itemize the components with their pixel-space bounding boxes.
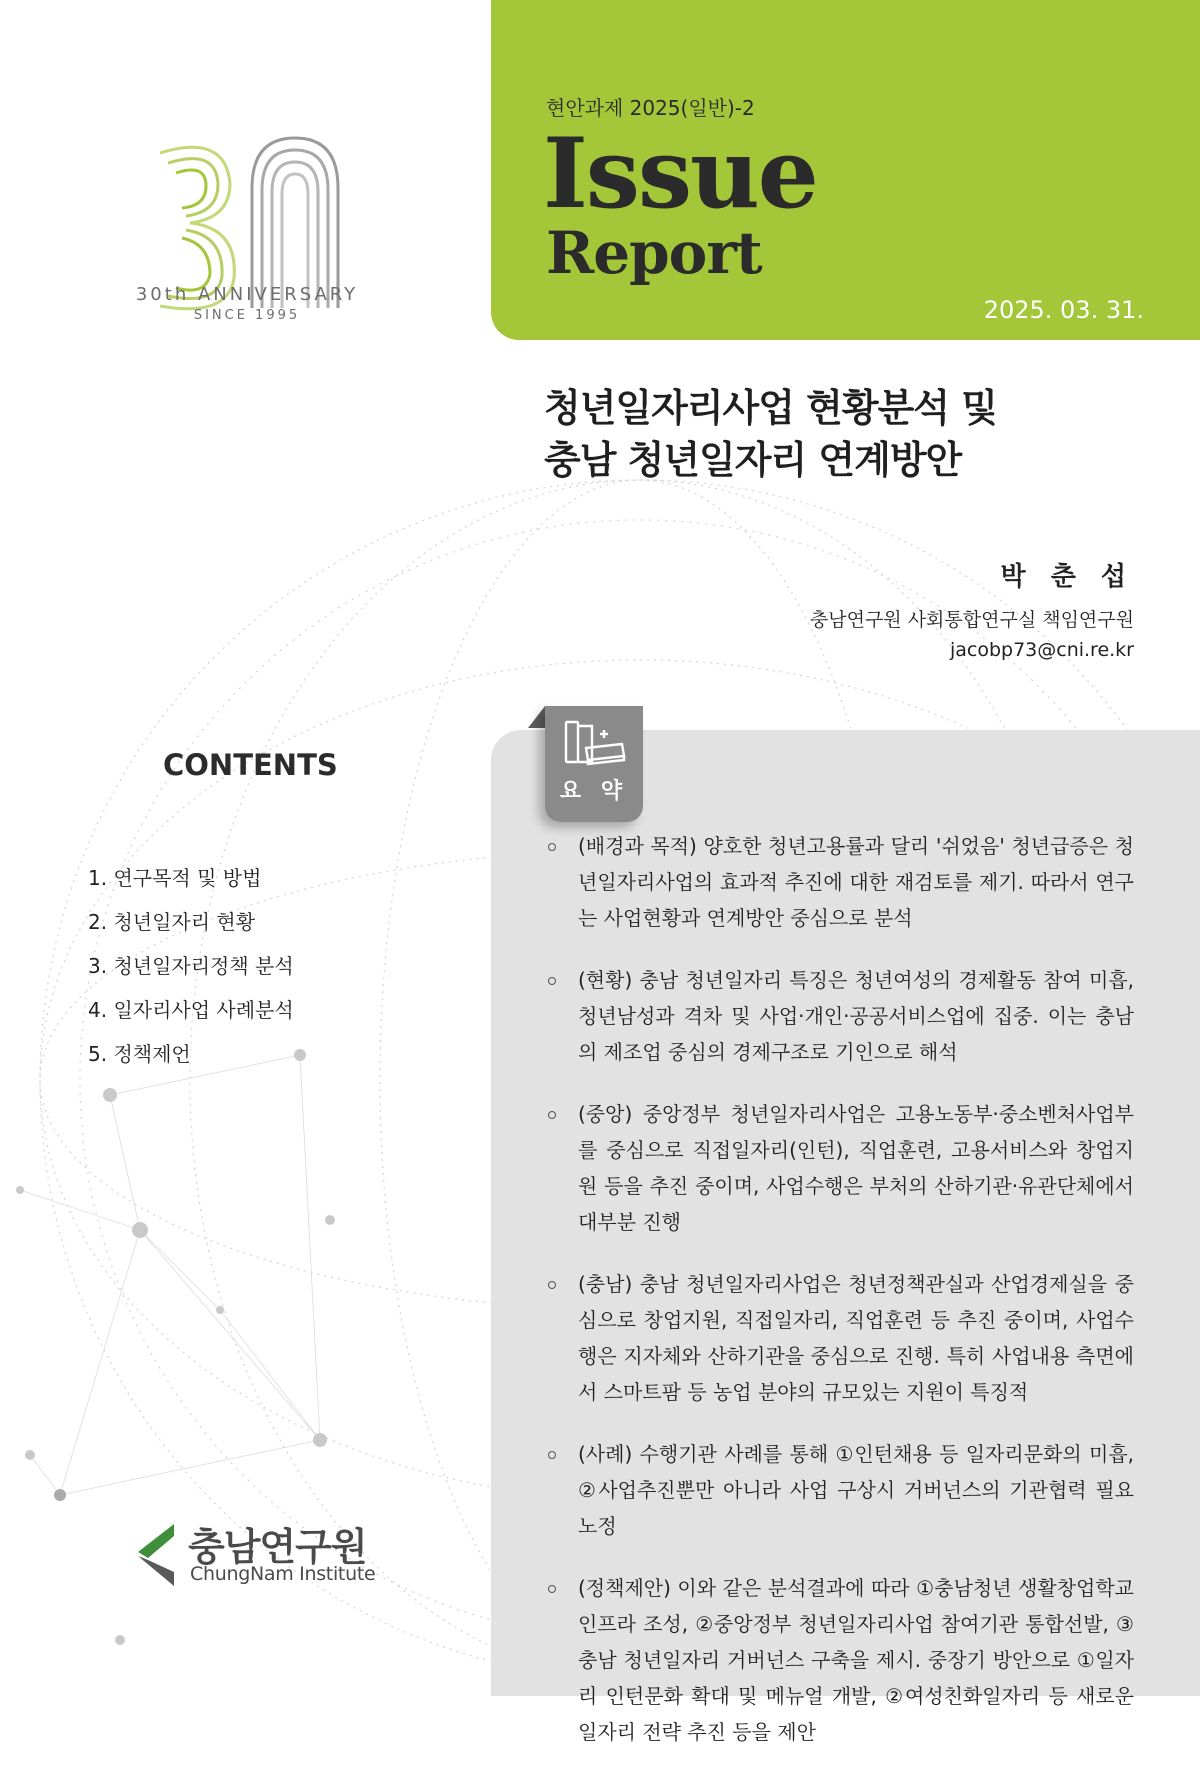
- summary-label: 요 약: [559, 779, 629, 804]
- author-affiliation: 충남연구원 사회통합연구실 책임연구원: [809, 609, 1134, 631]
- report-wordmark: Report: [546, 219, 762, 287]
- anniversary-since: SINCE 1995: [193, 308, 301, 323]
- summary-bullet: (사례) 수행기관 사례를 통해 ①인턴채용 등 일자리문화의 미흡, ②사업추진뿐만 아니라 사업 구상시 거버넌스의 기관협력 필요 노정: [544, 1436, 1134, 1544]
- report-title-line-2: 충남 청년일자리 연계방안: [544, 438, 962, 482]
- contents-heading: CONTENTS: [163, 748, 338, 782]
- summary-bullet: (중앙) 중앙정부 청년일자리사업은 고용노동부·중소벤처사업부를 중심으로 직접일자리(인턴), 직업훈련, 고용서비스와 창업지원 등을 추진 중이며, 사업수행은 부처의 산하기관·유관단체에서 대부분 진행: [544, 1096, 1134, 1240]
- contents-item: 3. 청년일자리정책 분석: [88, 954, 294, 978]
- contents-list: [88, 856, 294, 1076]
- logo-english-name: ChungNam Institute: [190, 1563, 376, 1585]
- summary-bullet-list: [544, 828, 1134, 1776]
- summary-bullet: (현황) 충남 청년일자리 특징은 청년여성의 경제활동 참여 미흡, 청년남성과 격차 및 사업·개인·공공서비스업에 집중. 이는 충남의 제조업 중심의 경제구조로 기인으로 해석: [544, 962, 1134, 1070]
- report-title: [544, 382, 997, 486]
- contents-item: 2. 청년일자리 현황: [88, 910, 256, 934]
- books-icon: [562, 716, 628, 768]
- contents-item: 4. 일자리사업 사례분석: [88, 998, 294, 1022]
- author-name: 박 춘 섭: [1000, 562, 1134, 592]
- contents-item: 1. 연구목적 및 방법: [88, 866, 262, 890]
- contents-item: 5. 정책제언: [88, 1042, 191, 1066]
- author-block: [810, 556, 1134, 665]
- anniversary-title: 30th ANNIVERSARY: [135, 284, 359, 305]
- summary-bullet: (배경과 목적) 양호한 청년고용률과 달리 '쉬었음' 청년급증은 청년일자리사업의 효과적 추진에 대한 재검토를 제기. 따라서 연구는 사업현황과 연계방안 중심으로 분석: [544, 828, 1134, 936]
- summary-tab-fold: [528, 706, 545, 728]
- series-number: 현안과제 2025(일반)-2: [546, 96, 755, 120]
- issue-wordmark: Issue: [543, 117, 817, 230]
- report-title-line-1: 청년일자리사업 현황분석 및: [544, 386, 997, 430]
- author-email: jacobp73@cni.re.kr: [949, 639, 1134, 661]
- report-date: 2025. 03. 31.: [983, 296, 1144, 324]
- chungnam-logo-mark: [134, 1522, 178, 1588]
- summary-bullet: (정책제안) 이와 같은 분석결과에 따라 ①충남청년 생활창업학교 인프라 조성, ②중앙정부 청년일자리사업 참여기관 통합선발, ③충남 청년일자리 거버넌스 구축을 제시. 중장기 방안으로 ①일자리 인턴문화 확대 및 메뉴얼 개발, ②여성친화일자리 등 새로운 일자리 전략 추진 등을 제안: [544, 1570, 1134, 1750]
- logo-korean-name: 충남연구원: [188, 1525, 367, 1569]
- summary-bullet: (충남) 충남 청년일자리사업은 청년정책관실과 산업경제실을 중심으로 창업지원, 직접일자리, 직업훈련 등 추진 중이며, 사업수행은 지자체와 산하기관을 중심으로 진행. 특히 사업내용 측면에서 스마트팜 등 농업 분야의 규모있는 지원이 특징적: [544, 1266, 1134, 1410]
